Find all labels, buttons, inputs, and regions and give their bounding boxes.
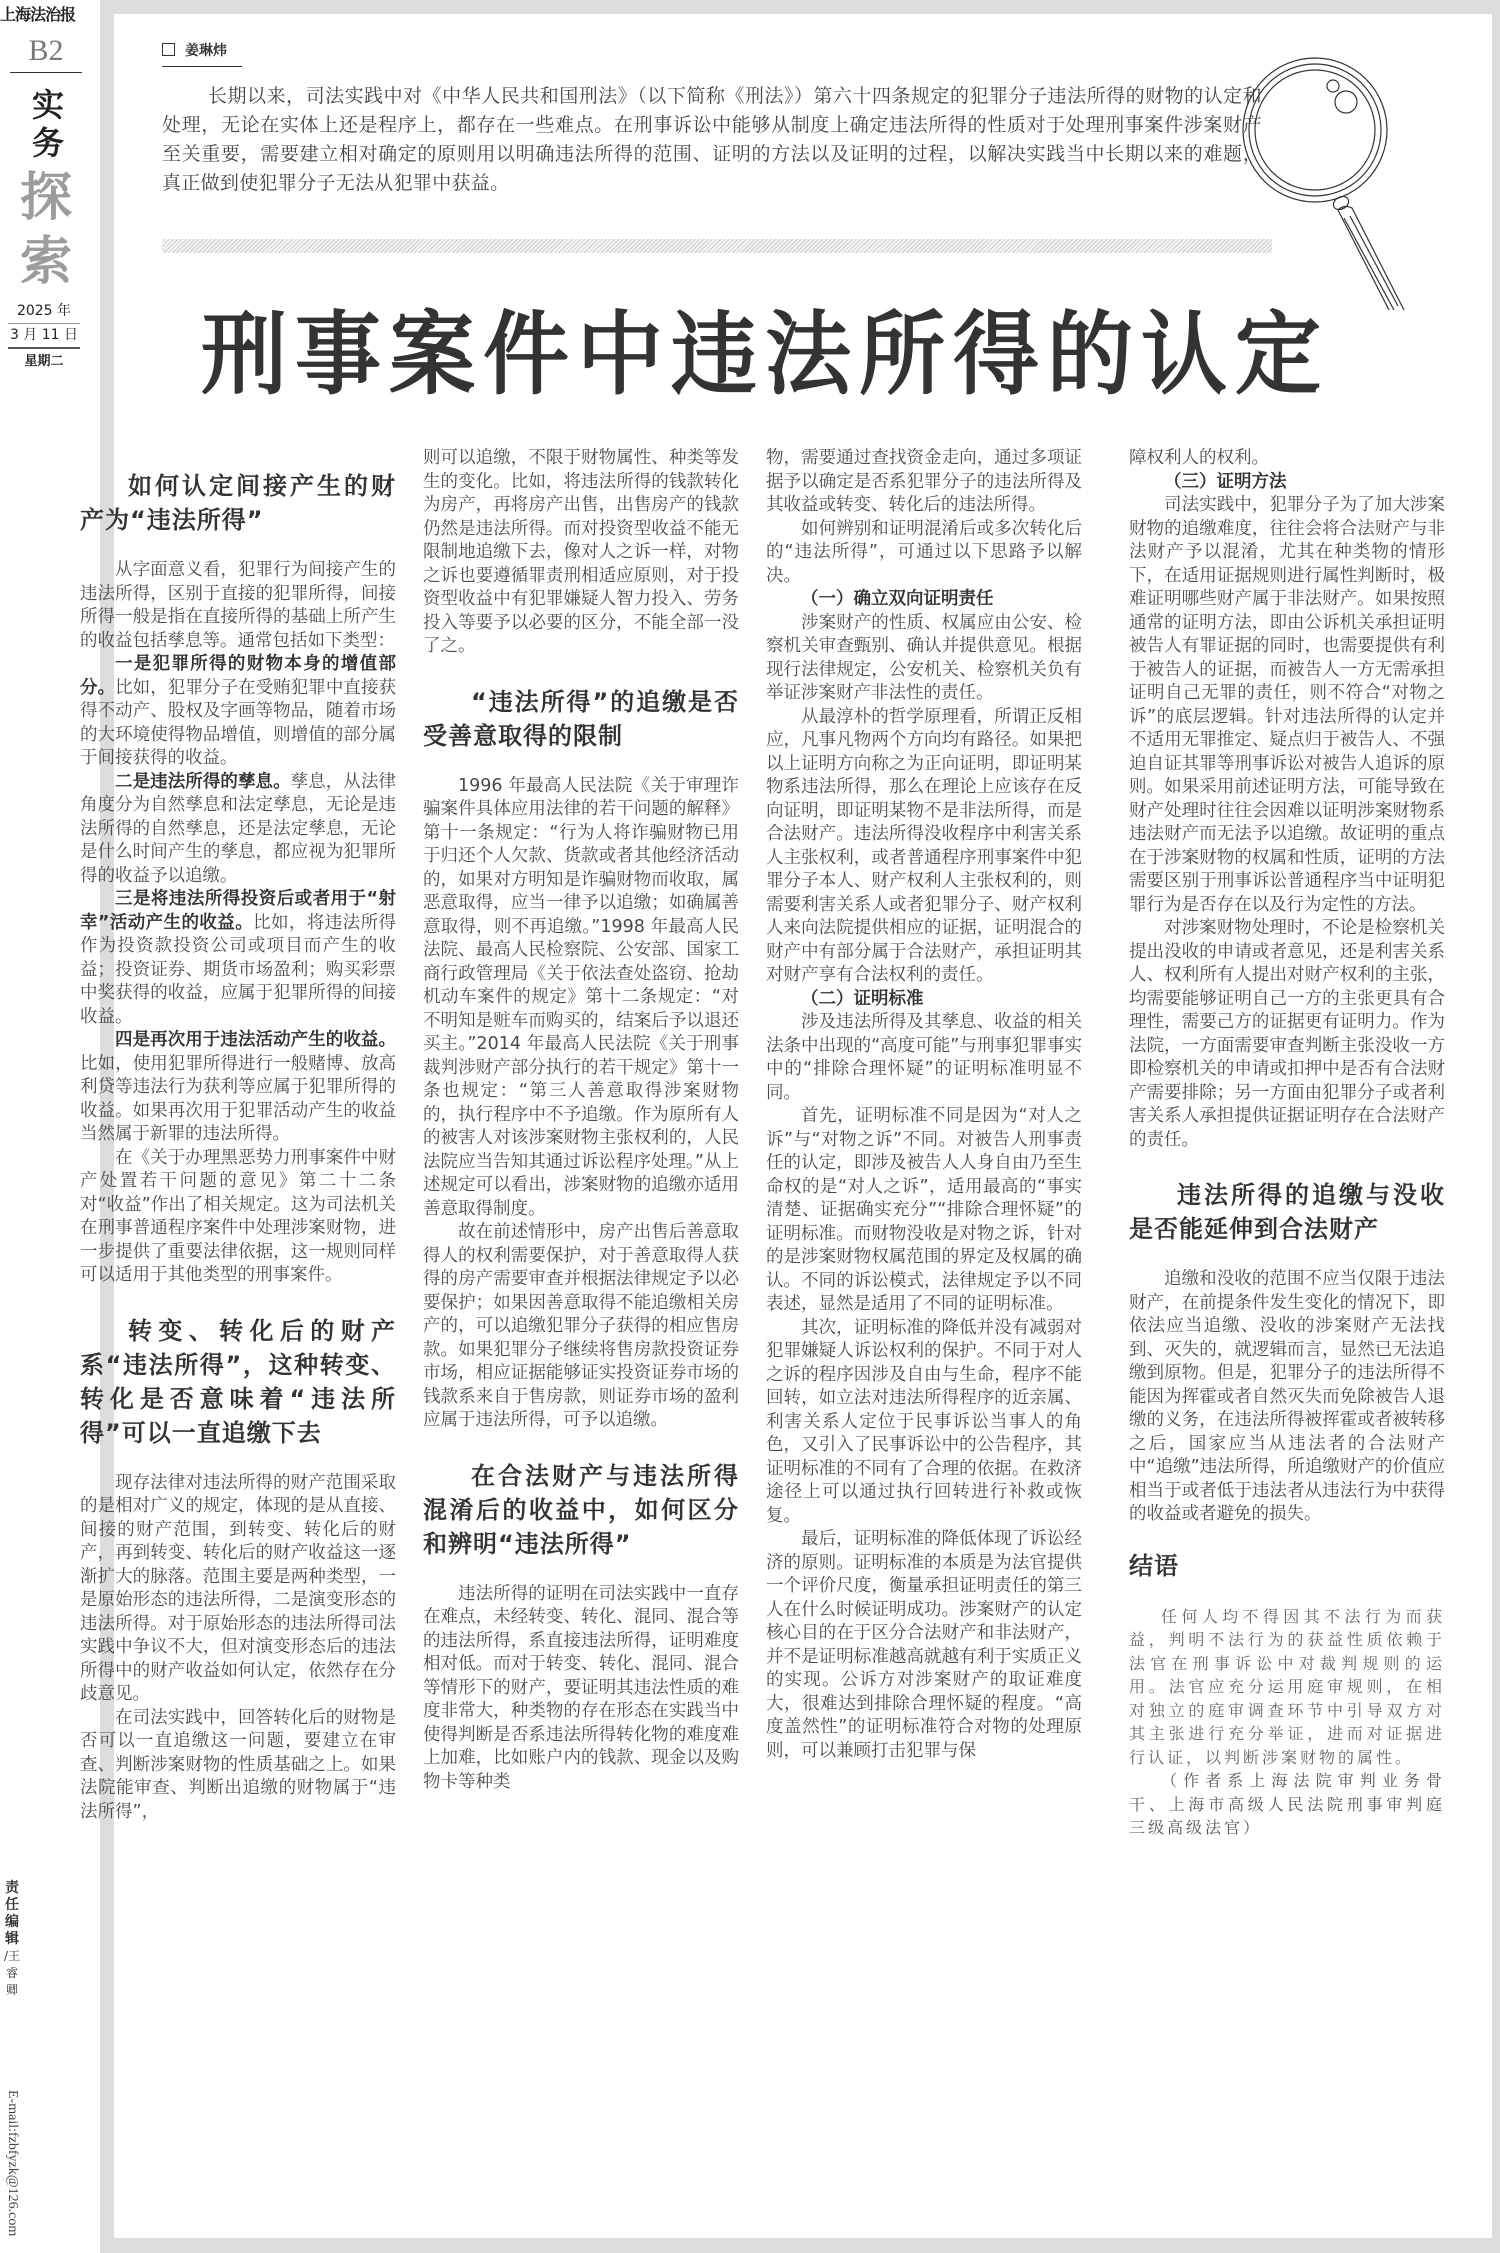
editor-credit	[2, 1880, 22, 1999]
paragraph-lead: 二是违法所得的孳息。	[115, 771, 291, 792]
section-heading: 违法所得的追缴与没收是否能延伸到合法财产	[1129, 1181, 1445, 1243]
byline-box-icon	[162, 43, 175, 56]
date-year: 2025 年	[8, 300, 80, 324]
paragraph: 三是将违法所得投资后或者用于“射幸”活动产生的收益。比如，将违法所得作为投资款投资公司或项目而产生的收益；投资证券、期货市场盈利；购买彩票中奖获得的收益，应属于犯罪所得的间接收益。	[80, 889, 396, 1027]
editor-email: E-mail:fzbfyzk@126.com	[5, 2090, 20, 2237]
hatched-divider	[162, 239, 1272, 253]
author-note: （作者系上海法院审判业务骨干、上海市高级人民法院刑事审判庭三级高级法官）	[1129, 1771, 1445, 1837]
paragraph: 司法实践中，犯罪分子为了加大涉案财物的追缴难度，往往会将合法财产与非法财产予以混淆，尤其在种类物的情形下，在适用证据规则进行属性判断时，极难证明哪些财产属于非法财产。如果按照通常的证明方法，即由公诉机关承担证明被告人有罪证据的同时，也需要提供有利于被告人的证据，而被告人一方无需承担证明自己无罪的责任，则不符合“对物之诉”的底层逻辑。针对违法所得的认定并不适用无罪推定、疑点归于被告人、不强迫自证其罪等刑事诉讼对被告人追诉的原则。如果采用前述证明方法，可能导致在财产处理时往往会因难以证明涉案财物系违法财产而无法予以追缴。故证明的重点在于涉案财物的权属和性质，证明的方法需要区别于刑事诉讼普通程序当中证明犯罪行为是否存在以及行为定性的方法。	[1129, 495, 1445, 915]
newspaper-logo: 上海法治报	[0, 5, 76, 24]
paragraph: 最后，证明标准的降低体现了诉讼经济的原则。证明标准的本质是为法官提供一个评价尺度，衡量承担证明责任的第三人在什么时候证明成功。涉案财产的认定核心目的在于区分合法财产和非法财产，并不是证明标准越高就越有利于实质正义的实现。公诉方对涉案财产的取证难度大，很难达到排除合理怀疑的程度。“高度盖然性”的证明标准符合对物的处理原则，可以兼顾打击犯罪与保	[766, 1529, 1082, 1761]
paragraph-lead: 四是再次用于违法活动产生的收益。	[115, 1030, 396, 1050]
subsection-heading: （三）证明方法	[1164, 471, 1287, 492]
section-heading: 如何认定间接产生的财产为“违法所得”	[80, 472, 396, 534]
paragraph: 对涉案财物处理时，不论是检察机关提出没收的申请或者意见，还是利害关系人、权利所有人提出对财产权利的主张，均需要能够证明自己一方的主张更具有合理性，需要己方的证据更有证明力。作为法院，一方面需要审查判断主张没收一方即检察机关的申请或扣押中是否有合法财产需要排除；另一方面由犯罪分子或者利害关系人承担提供证据证明存在合法财产的责任。	[1129, 918, 1445, 1150]
magnifier-icon	[1240, 50, 1410, 310]
paragraph: 在《关于办理黑恶势力刑事案件中财产处置若干问题的意见》第二十二条对“收益”作出了相关规定。这为司法机关在刑事普通程序案件中处理涉案财物，进一步提供了重要法律依据，这一规则同样可以适用于其他类型的刑事案件。	[80, 1147, 396, 1285]
paragraph: 二是违法所得的孳息。孳息，从法律角度分为自然孳息和法定孳息，无论是违法所得的自然孳息，还是法定孳息，无论是什么时间产生的孳息，都应视为犯罪所得的收益予以追缴。	[80, 771, 397, 886]
article-column-3	[766, 447, 1082, 1763]
subsection-heading: （一）确立双向证明责任	[801, 589, 994, 609]
byline	[162, 40, 242, 67]
paragraph: 一是犯罪所得的财物本身的增值部分。比如，犯罪分子在受贿犯罪中直接获得不动产、股权及字画等物品，随着市场的大环境使得物品增值，则增值的部分属于间接获得的收益。	[80, 654, 397, 768]
paragraph: 从最淳朴的哲学原理看，所谓正反相应，凡事凡物两个方向均有路径。如果把以上证明方向称之为正向证明，即证明某物系违法所得，那么在理论上应该存在反向证明，即证明某物不是非法所得，而是合法财产。违法所得没收程序中利害关系人主张权利，或者普通程序刑事案件中犯罪分子本人、财产权利人主张权利的，则需要利害关系人或者犯罪分子、财产权利人来向法院提供相应的证据，证明混合的财产中有部分属于合法财产，承担证明其对财产享有合法权利的责任。	[766, 706, 1082, 985]
date-day: 3 月 11 日	[8, 324, 80, 349]
column-name-practice: 实务	[31, 86, 64, 162]
paragraph: 如何辨别和证明混淆后或多次转化后的“违法所得”，可通过以下思路予以解决。	[766, 518, 1082, 586]
paragraph: 其次，证明标准的降低并没有减弱对犯罪嫌疑人诉讼权利的保护。不同于对人之诉的程序因涉及自由与生命，程序不能回转，如立法对违法所得程序的近亲属、利害关系人定位于民事诉讼当事人的角色，又引入了民事诉讼中的公告程序，其证明标准的不同有了合理的依据。在救济途径上可以通过执行回转进行补救或恢复。	[766, 1317, 1082, 1526]
paragraph-lead: 三是将违法所得投资后或者用于“射幸”活动产生的收益。	[80, 889, 396, 933]
editor-name: /王睿卿	[3, 1949, 21, 1997]
paragraph: 涉案财产的性质、权属应由公安、检察机关审查甄别、确认并提供意见。根据现行法律规定，公安机关、检察机关负有举证涉案财产非法性的责任。	[766, 612, 1082, 703]
paragraph-lead: 一是犯罪所得的财物本身的增值部分。	[80, 654, 396, 698]
paragraph: 涉及违法所得及其孳息、收益的相关法条中出现的“高度可能”与刑事犯罪事实中的“排除合理怀疑”的证明标准明显不同。	[766, 1012, 1082, 1103]
editor-label: 责任编辑	[5, 1880, 19, 1947]
article-title: 刑事案件中违法所得的认定	[201, 301, 1329, 408]
paragraph: 物，需要通过查找资金走向，通过多项证据予以确定是否系犯罪分子的违法所得及其收益或转变、转化后的违法所得。	[766, 448, 1082, 515]
article-column-1	[80, 455, 396, 1824]
article-column-2	[423, 447, 739, 1794]
author-name: 姜琳炜	[185, 43, 227, 59]
section-heading: “违法所得”的追缴是否受善意取得的限制	[423, 687, 739, 750]
section-heading: 在合法财产与违法所得混淆后的收益中，如何区分和辨明“违法所得”	[423, 1461, 739, 1558]
conclusion-paragraph: 任何人均不得因其不法行为而获益，判明不法行为的获益性质依赖于法官在刑事诉讼中对裁判规则的运用。法官应充分运用庭审规则，在相对独立的庭审调查环节中引导双方对其主张进行充分举证，进而对证据进行认证，以判断涉案财物的属性。	[1129, 1606, 1445, 1767]
paragraph: 1996 年最高人民法院《关于审理诈骗案件具体应用法律的若干问题的解释》第十一条规定：“行为人将诈骗财物已用于归还个人欠款、货款或者其他经济活动的，如果对方明知是诈骗财物而收取，属恶意取得，应当一律予以追缴；如确属善意取得，则不再追缴。”1998 年最高人民法院、最高人民检察院、公安部、国家工商行政管理局《关于依法查处盗窃、抢劫机动车案件的规定》第十二条规定：“对不明知是赃车而购买的，结案后予以退还买主。”2014 年最高人民法院《关于刑事裁判涉财产部分执行的若干规定》第十一条也规定：“第三人善意取得涉案财物的，执行程序中不予追缴。作为原所有人的被害人对该涉案财物主张权利的，人民法院应当告知其通过诉讼程序处理。”从上述规定可以看出，涉案财物的追缴亦适用善意取得制度。	[423, 775, 739, 1219]
paragraph: 追缴和没收的范围不应当仅限于违法财产，在前提条件发生变化的情况下，即依法应当追缴、没收的涉案财产无法找到、灭失的，就逻辑而言，显然已无法追缴到原物。但是，犯罪分子的违法所得不能因为挥霍或者自然灭失而免除被告人退缴的义务，在违法所得被挥霍或者被转移之后，国家应当从违法者的合法财产中“追缴”违法所得，所追缴财产的价值应相当于或者低于违法者从违法行为中获得的收益或者避免的损失。	[1129, 1269, 1445, 1524]
conclusion-heading: 结语	[1129, 1551, 1179, 1580]
section-heading: 转变、转化后的财产系“违法所得”，这种转变、转化是否意味着“违法所得”可以一直追缴下去	[80, 1316, 396, 1447]
paragraph: 障权利人的权利。	[1129, 448, 1269, 468]
paragraph: 从字面意义看，犯罪行为间接产生的违法所得，区别于直接的犯罪所得，间接所得一般是指在直接所得的基础上所产生的收益包括孳息等。通常包括如下类型：	[80, 560, 396, 651]
paragraph: 在司法实践中，回答转化后的财物是否可以一直追缴这一问题，要建立在审查、判断涉案财物的性质基础之上。如果法院能审查、判断出追缴的财物属于“违法所得”，	[80, 1707, 396, 1822]
paragraph: 则可以追缴，不限于财物属性、种类等发生的变化。比如，将违法所得的钱款转化为房产，再将房产出售，出售房产的钱款仍然是违法所得。而对投资型收益不能无限制地追缴下去，像对人之诉一样，对物之诉也要遵循罪责刑相适应原则，对于投资型收益中有犯罪嫌疑人智力投入、劳务投入等要予以必要的区分，不能全部一没了之。	[423, 448, 739, 656]
page-number: B2	[10, 34, 82, 73]
lead-paragraph: 长期以来，司法实践中对《中华人民共和国刑法》（以下简称《刑法》）第六十四条规定的犯罪分子违法所得的财物的认定和处理，无论在实体上还是程序上，都存在一些难点。在刑事诉讼中能够从制度上确定违法所得的性质对于处理刑事案件涉案财产至关重要，需要建立相对确定的原则用以明确违法所得的范围、证明的方法以及证明的过程，以解决实践当中长期以来的难题，真正做到使犯罪分子无法从犯罪中获益。	[162, 85, 1262, 194]
column-name-explore: 探索	[19, 167, 72, 292]
date-weekday: 星期二	[24, 354, 64, 369]
paragraph: 现存法律对违法所得的财产范围采取的是相对广义的规定，体现的是从直接、间接的财产范围，到转变、转化后的财产，再到转变、转化后的财产收益这一逐渐扩大的脉落。范围主要是两种类型，一是原始形态的违法所得，二是演变形态的违法所得。对于原始形态的违法所得司法实践中争议不大，但对演变形态后的违法所得中的财产收益如何认定，依然存在分歧意见。	[80, 1472, 396, 1704]
paragraph: 故在前述情形中，房产出售后善意取得人的权利需要保护，对于善意取得人获得的房产需要审查并根据法律规定予以必要保护；如果因善意取得不能追缴相关房产的，可以追缴犯罪分子获得的相应售房款。如果犯罪分子继续将售房款投资证券市场，相应证据能够证实投资证券市场的钱款系来自于售房款，则证券市场的盈利应属于违法所得，可予以追缴。	[423, 1222, 739, 1430]
paragraph: 违法所得的证明在司法实践中一直存在难点，未经转变、转化、混同、混合等的违法所得，系直接违法所得，证明难度相对低。而对于转变、转化、混同、混合等情形下的财产，要证明其违法性质的难度非常大，种类物的存在形态在实践当中使得判断是否系违法所得转化物的难度难上加难，比如账户内的钱款、现金以及购物卡等种类	[423, 1583, 739, 1792]
article-column-4	[1129, 447, 1445, 1840]
subsection-heading: （二）证明标准	[801, 988, 924, 1009]
paragraph: 首先，证明标准不同是因为“对人之诉”与“对物之诉”不同。对被告人刑事责任的认定，即涉及被告人人身自由乃至生命权的是“对人之诉”，适用最高的“事实清楚、证据确实充分”“排除合理怀疑”的证明标准。而财物没收是对物之诉，针对的是涉案财物权属范围的界定及权属的确认。不同的诉讼模式，法律规定予以不同表述，显然是适用了不同的证明标准。	[766, 1106, 1082, 1314]
paragraph: 四是再次用于违法活动产生的收益。比如，使用犯罪所得进行一般赌博、放高利贷等违法行为获利等应属于犯罪所得的收益。如果再次用于犯罪活动产生的收益当然属于新罪的违法所得。	[80, 1030, 396, 1144]
